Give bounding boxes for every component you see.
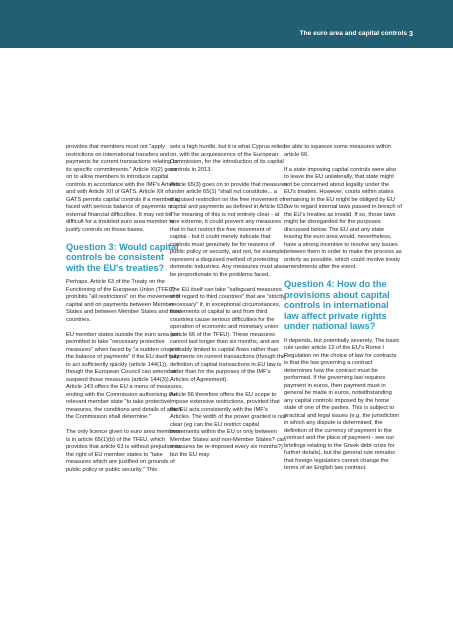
paragraph: provides that members must not "apply restrictions on international transfers and payments for current transactions relating to its specific commitments." Article XI(2) goes on to allow members to introduce capital controls in accordance with the IMF's Articles and with Article XII of GATS. Article XII of GATS permits capital controls if a member is faced with serious balance of payments or external financial difficulties. It may not be difficult for a troubled euro area member to justify controls on those bases.	[66, 144, 180, 233]
paragraph: Article 65(3) goes on to provide that measures under article 65(1) "shall not constitute... a disguised restriction on the free movement of capital and payments as defined in Article 63." The meaning of this is not entirely clear - at one extreme, it could prevent any measures that in fact restrict the free movement of capital - but it could merely indicate that controls must genuinely be for reasons of public policy or security, and not, for example, represent a disguised method of protecting domestic industries. Any measures must also be proportionate to the problems faced.	[170, 181, 288, 278]
text-column-1	[66, 144, 184, 482]
paragraph: The only licence given to euro area members is in article 65(1)(b) of the TFEU, which provides that article 63 is without prejudice to the right of EU member states to "take measures which are justified on grounds of public policy or public security." This	[66, 429, 181, 473]
running-header-title: The euro area and capital controls	[299, 30, 407, 37]
section-heading-question-4: Question 4: How do the provisions about capital controls in international law affect private rights under national laws?	[284, 279, 390, 332]
header-band	[0, 0, 453, 48]
text-column-2	[170, 144, 288, 467]
paragraph: EU member states outside the euro area are permitted to take "necessary protective measures" when faced by "a sudden crisis in the balance of payments" if the EU itself fails to act sufficiently quickly (article 144(1)), though the European Council can amend or suspend those measures (article 144(3)). Article 143 offers the EU a menu of measures, ending with the Commission authorising the relevant member state "to take protective measures, the conditions and details of which the Commission shall determine."	[66, 331, 184, 421]
paragraph: Article 66 therefore offers the EU scope to impose extensive restrictions, provided that the EU acts consistently with the IMF's Articles. The width of the power granted is not clear (eg can the EU restrict capital movements within the EU or only between Member States and non-Member States? can measures be re-imposed every six months?) but the EU may	[170, 391, 286, 458]
text-column-3	[284, 144, 402, 480]
paragraph: Perhaps. Article 63 of the Treaty on the Functioning of the European Union (TFEU) prohibits "all restrictions" on the movement of capital and on payments between Member States and between Member States and third countries.	[66, 279, 181, 323]
page-number: 3	[409, 29, 413, 38]
section-heading-question-3: Question 3: Would capital controls be consistent with the EU's treaties?	[66, 241, 179, 273]
paragraph: The EU itself can take "safeguard measures with regard to third countries" that are "strictly necessary" if, in exceptional circumstances, movements of capital to and from third countries cause serious difficulties for the operation of economic and monetary union (article 66 of the TFEU). These measures cannot last longer than six months, and are probably limited to capital flows rather than payments on current transactions (though the definition of capital transactions in EU law is wider than for the purposes of the IMF's Articles of Agreement).	[170, 286, 286, 383]
paragraph: If a state imposing capital controls were also to leave the EU unilaterally, that state might not be concerned about legality under the EU's treaties. However, courts within states remaining in the EU might be obliged by EU law to regard internal laws passed in breach of the EU's treaties as invalid. If so, those laws might be disregarded for the purposes discussed below. The EU and any state leaving the euro area would, nevertheless, have a strong incentive to resolve any issues between them in order to make the process as orderly as possible, which could involve treaty amendments after the event.	[284, 166, 402, 270]
paragraph: be able to squeeze some measures within article 66.	[284, 144, 391, 158]
paragraph: It depends, but potentially severely. The basic rule under article 12 of the EU's Rome I Regulation on the choice of law for contracts is that the law governing a contract determines how the contract must be performed. If the governing law requires payment in euros, then payment must in general be made in euros, notwithstanding any capital controls imposed by the home state of one of the parties. This is subject to practical and legal issues (e.g. the jurisdiction in which any dispute is determined, the definition of the currency of payment in the contract and the place of payment - see our briefings relating to the Greek debt crisis for further details), but the general rule remains that foreign legislators cannot change the terms of an English law contract.	[284, 337, 400, 472]
paragraph: sets a high hurdle, but it is what Cyprus relied on, with the acquiescence of the European Commission, for the introduction of its capital controls in 2013.	[170, 144, 286, 173]
